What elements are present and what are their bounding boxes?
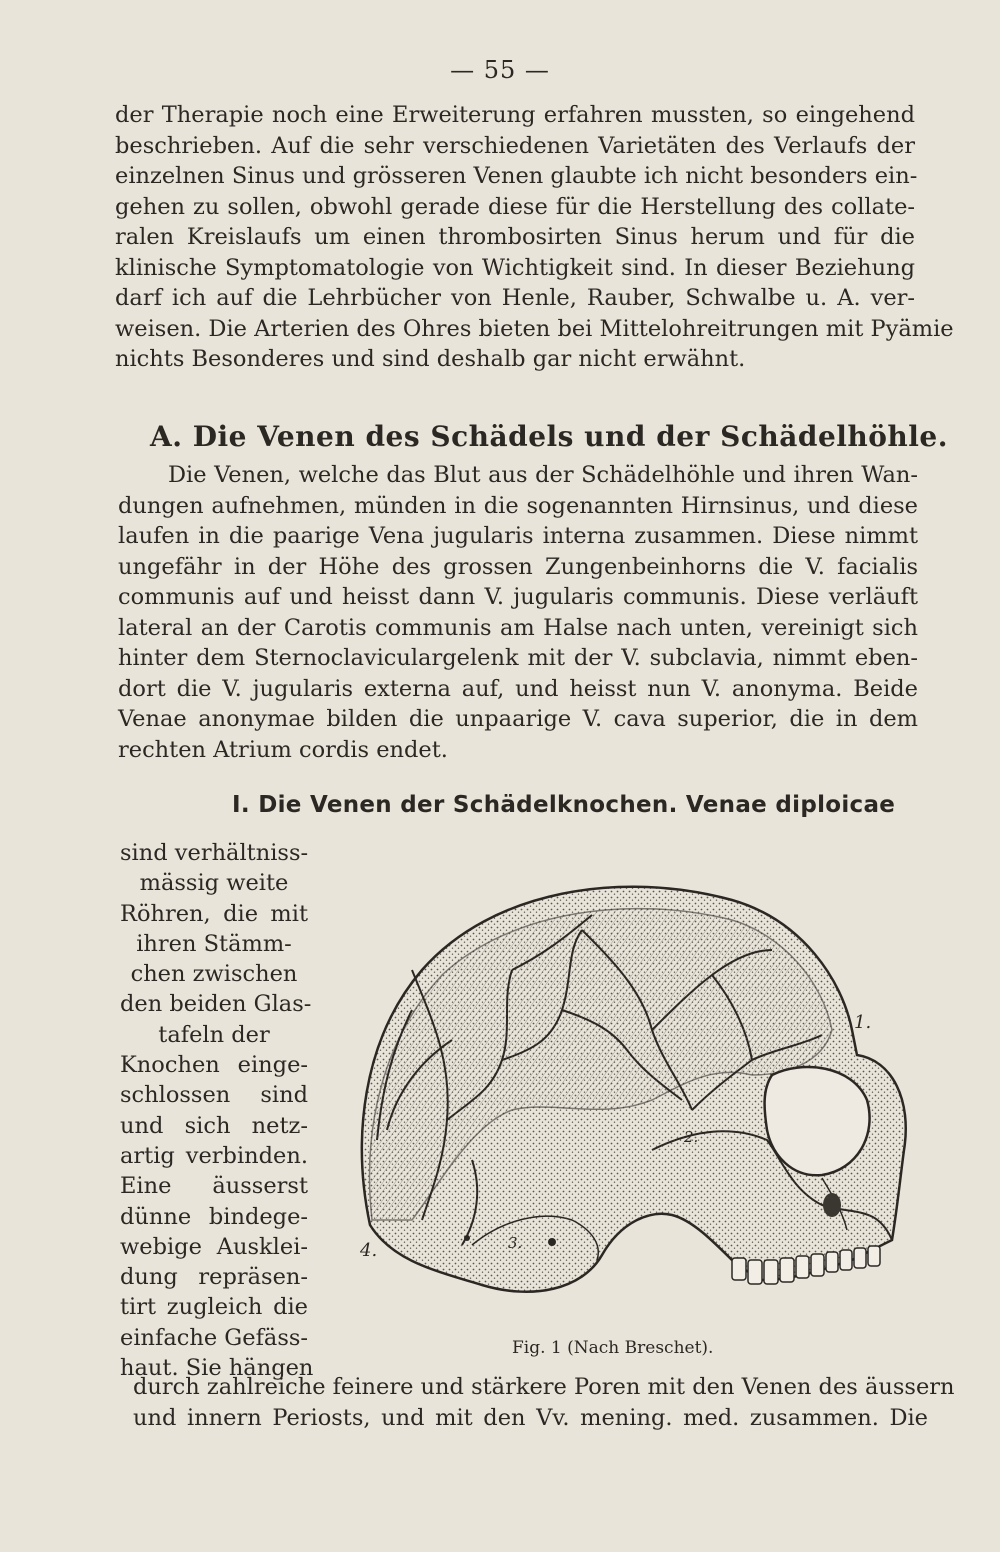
text-line: einzelnen Sinus und grösseren Venen glaubte ich nicht besonders ein-: [115, 163, 918, 189]
text-line: schlossen sind: [120, 1082, 308, 1109]
section-paragraph: [118, 460, 918, 765]
text-line: ungefähr in der Höhe des grossen Zungenbeinhorns die V. facialis: [118, 553, 918, 580]
text-line: sind verhältniss-: [120, 840, 309, 866]
text-line: webige Ausklei-: [120, 1233, 308, 1260]
text-line: Venae anonymae bilden die unpaarige V. cava superior, die in dem: [118, 706, 918, 732]
text-line: und innern Periosts, und mit den Vv. mening. med. zusammen. Die: [133, 1404, 928, 1431]
section-heading: A. Die Venen des Schädels und der Schädelhöhle.: [150, 420, 948, 453]
text-line: tirt zugleich die: [120, 1294, 308, 1321]
bottom-paragraph: [133, 1372, 955, 1433]
text-line: tafeln der: [158, 1021, 270, 1048]
text-line: Röhren, die mit: [120, 900, 308, 927]
text-line: Die Venen, welche das Blut aus der Schädelhöhle und ihren Wan-: [168, 462, 918, 488]
text-line: dung repräsen-: [120, 1264, 308, 1291]
intro-paragraph: [115, 100, 954, 375]
text-line: dünne bindege-: [120, 1203, 308, 1230]
skull-illustration: [352, 860, 912, 1310]
text-line: hinter dem Sternoclaviculargelenk mit der V. subclavia, nimmt eben-: [118, 645, 918, 671]
text-line: chen zwischen: [130, 961, 298, 988]
figure-label-4: 4.: [360, 1240, 378, 1261]
subsection-heading: I. Die Venen der Schädelknochen. Venae diploicae: [232, 792, 896, 818]
text-line: durch zahlreiche feinere und stärkere Poren mit den Venen des äussern: [133, 1374, 955, 1400]
text-line: ihren Stämm-: [136, 930, 292, 957]
text-line: und sich netz-: [120, 1112, 308, 1139]
text-line: klinische Symptomatologie von Wichtigkeit sind. In dieser Beziehung: [115, 254, 915, 281]
text-line: nichts Besonderes und sind deshalb gar nicht erwähnt.: [115, 346, 746, 372]
text-line: artig verbinden.: [120, 1142, 308, 1169]
text-line: gehen zu sollen, obwohl gerade diese für die Herstellung des collate-: [115, 193, 915, 220]
text-line: haut. Sie hängen: [120, 1355, 314, 1382]
text-line: beschrieben. Auf die sehr verschiedenen Varietäten des Verlaufs der: [115, 132, 915, 159]
text-line: dort die V. jugularis externa auf, und heisst nun V. anonyma. Beide: [118, 675, 918, 702]
text-line: Knochen einge-: [120, 1052, 308, 1079]
side-column-text: [120, 838, 314, 1383]
text-line: weisen. Die Arterien des Ohres bieten bei Mittelohreitrungen mit Pyämie: [115, 315, 954, 342]
text-line: laufen in die paarige Vena jugularis interna zusammen. Diese nimmt: [118, 523, 918, 549]
figure-caption: Fig. 1 (Nach Breschet).: [512, 1338, 714, 1358]
text-line: mässig weite: [139, 870, 289, 897]
text-line: ralen Kreislaufs um einen thrombosirten Sinus herum und für die: [115, 224, 915, 250]
text-line: darf ich auf die Lehrbücher von Henle, Rauber, Schwalbe u. A. ver-: [115, 285, 915, 311]
text-line: dungen aufnehmen, münden in die sogenannten Hirnsinus, und diese: [118, 492, 918, 519]
page-number: — 55 —: [450, 56, 550, 84]
text-line: lateral an der Carotis communis am Halse nach unten, vereinigt sich: [118, 614, 918, 641]
figure-label-1: 1.: [854, 1012, 872, 1033]
text-line: der Therapie noch eine Erweiterung erfahren mussten, so eingehend: [115, 102, 915, 128]
text-line: Eine äusserst: [120, 1173, 308, 1200]
text-line: den beiden Glas-: [120, 991, 312, 1018]
figure-label-2: 2.: [684, 1128, 699, 1146]
text-line: rechten Atrium cordis endet.: [118, 736, 448, 763]
figure-label-3: 3.: [508, 1234, 523, 1252]
text-line: communis auf und heisst dann V. jugularis communis. Diese verläuft: [118, 584, 918, 610]
text-line: einfache Gefäss-: [120, 1324, 309, 1351]
